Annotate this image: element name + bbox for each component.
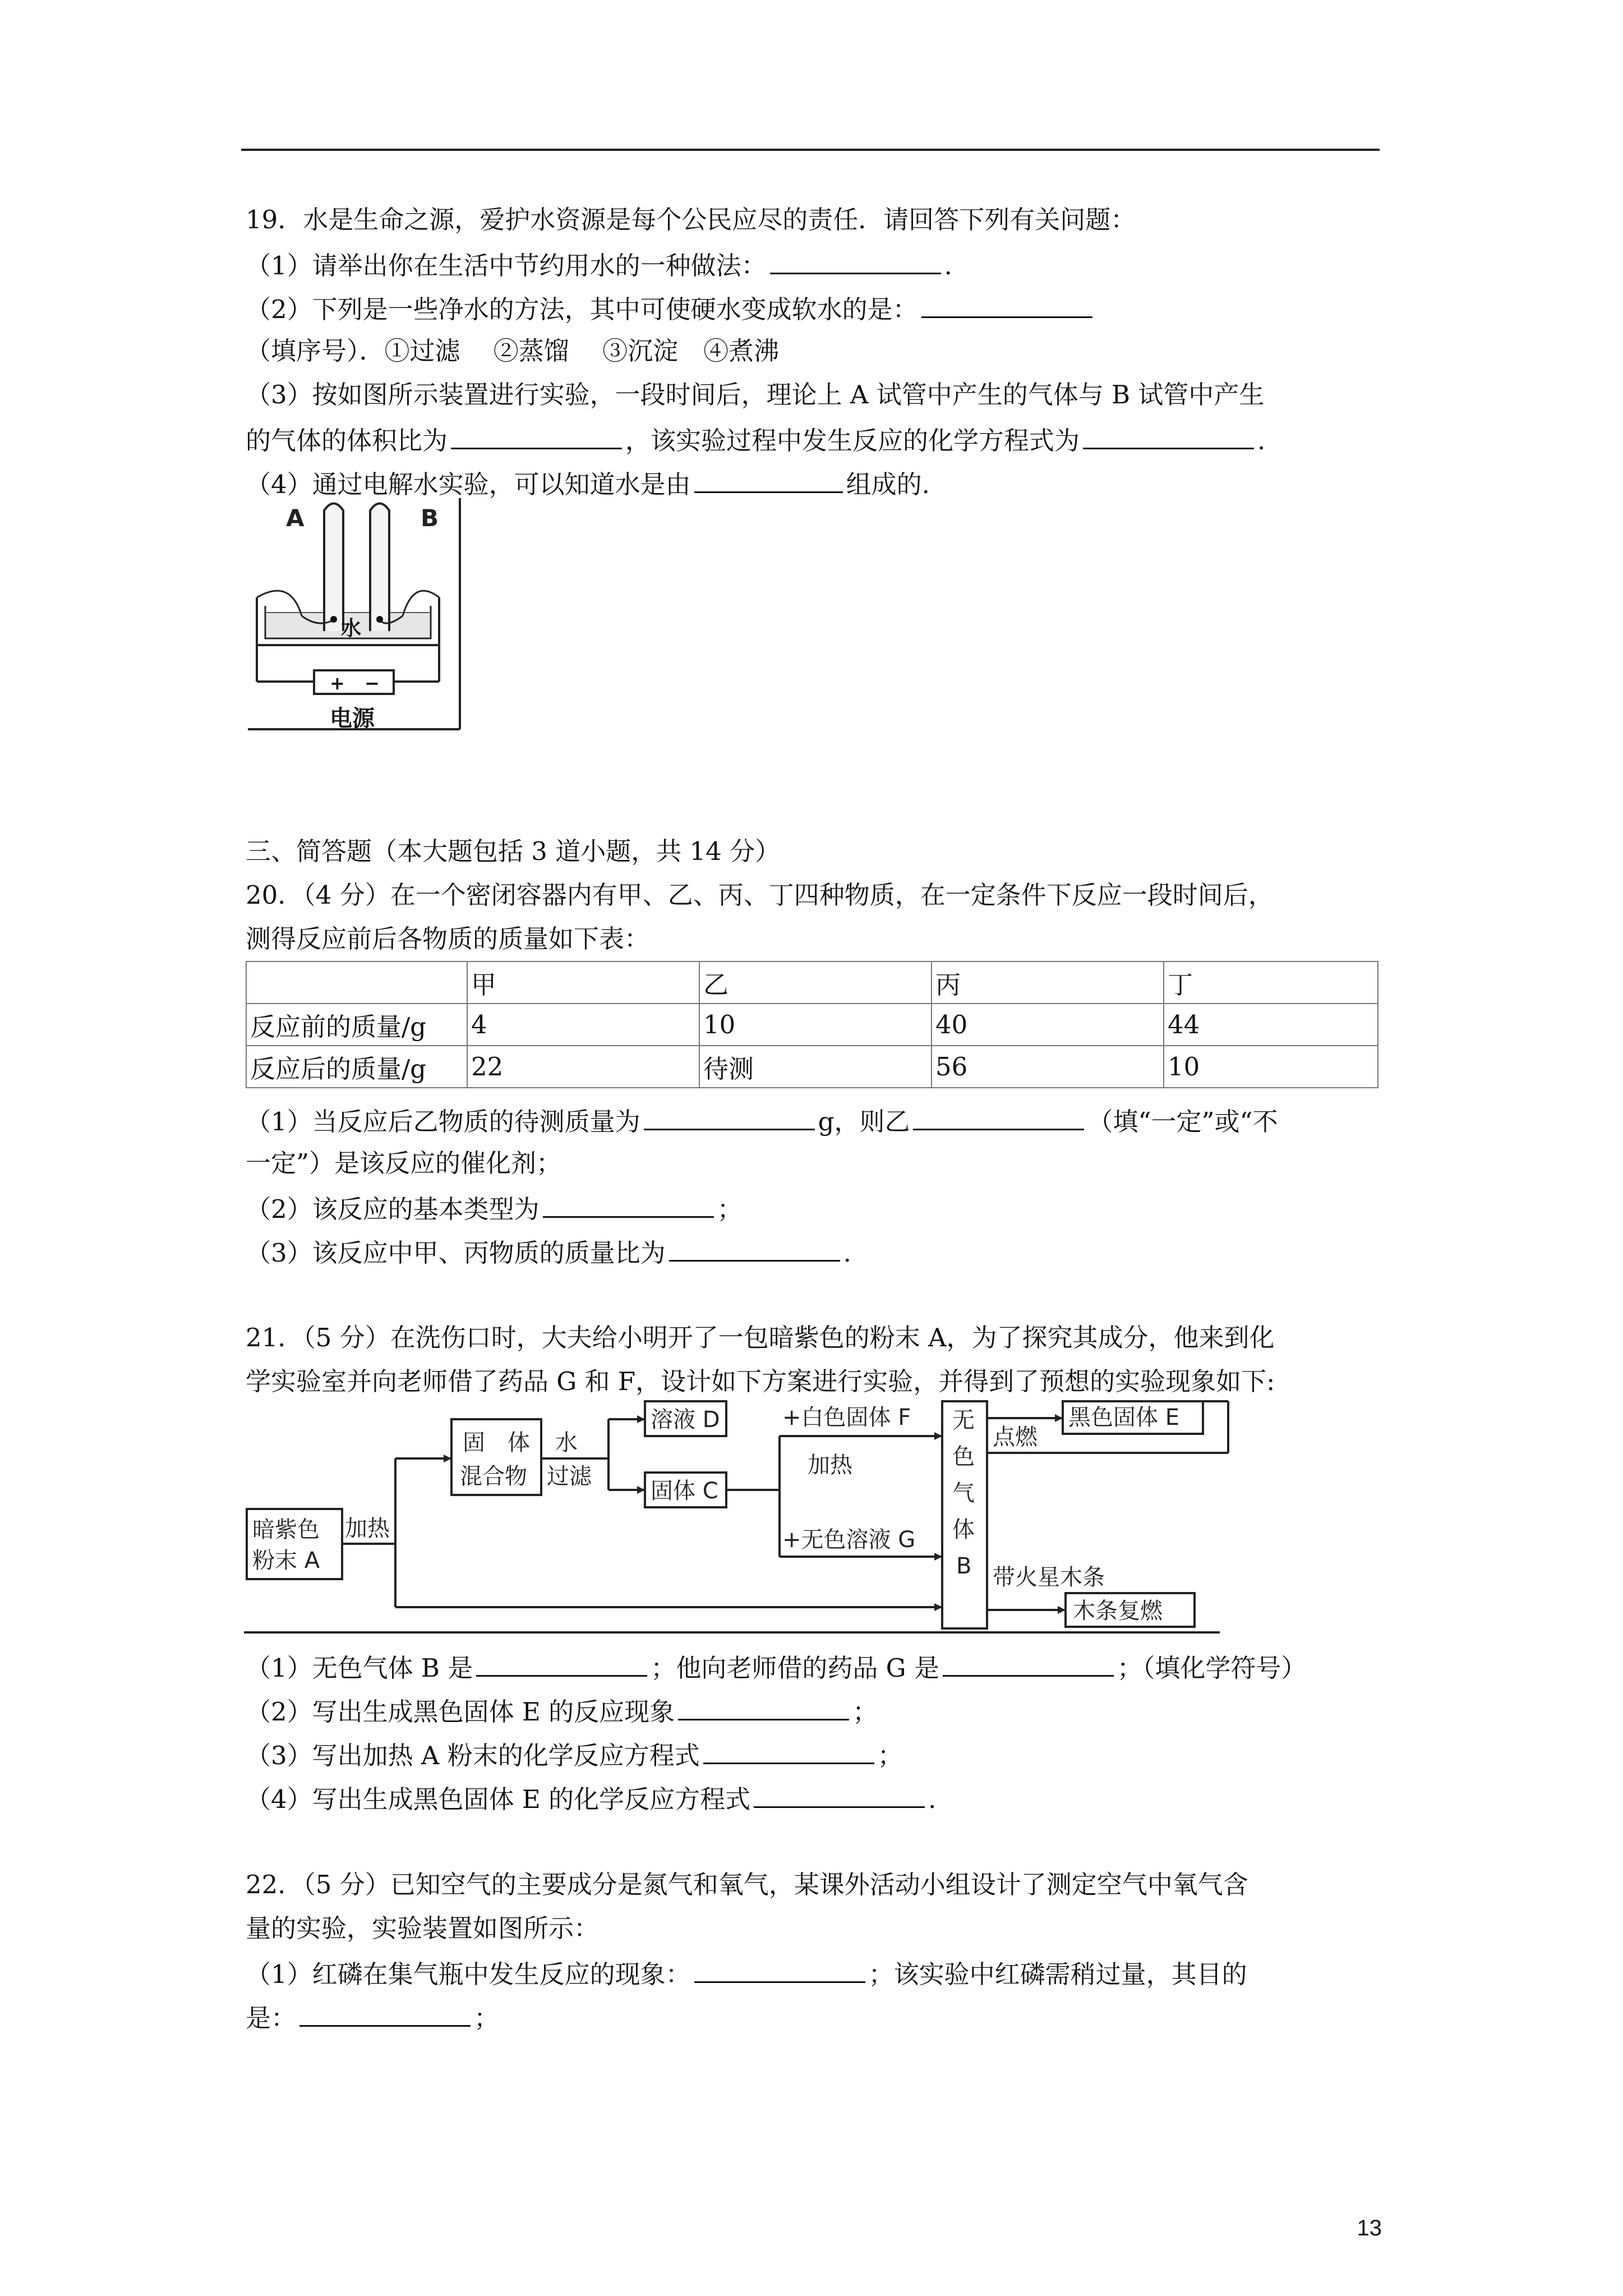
q19-part4-blank[interactable] bbox=[694, 466, 843, 493]
label-water: 水 bbox=[341, 617, 362, 640]
label-power-supply: 电源 bbox=[330, 706, 375, 731]
q19-part3-line1: （3）按如图所示装置进行实验，一段时间后，理论上 A 试管中产生的气体与 B 试管中产生 bbox=[246, 380, 1265, 409]
label-solid-mixture-line2: 混合物 bbox=[460, 1464, 527, 1489]
q19-part3-line2 bbox=[246, 422, 1265, 458]
table-cell: 丁 bbox=[1164, 961, 1378, 1004]
label-tube-a: A bbox=[286, 504, 305, 532]
q20-part3-blank[interactable] bbox=[669, 1234, 840, 1262]
q20-part1-text3: （填“一定”或“不 bbox=[1087, 1107, 1278, 1137]
q21-part1-blank-reagent-g[interactable] bbox=[943, 1649, 1114, 1677]
q20-part1-text2: g，则乙 bbox=[818, 1107, 910, 1137]
q19-part2-options: （填序号）．①过滤 ②蒸馏 ③沉淀 ④煮沸 bbox=[246, 336, 780, 366]
q21-line2: 学实验室并向老师借了药品 G 和 F，设计如下方案进行实验，并得到了预想的实验现象如下: bbox=[246, 1366, 1275, 1396]
q20-line1: 20．（4 分）在一个密闭容器内有甲、乙、丙、丁四种物质，在一定条件下反应一段时间后， bbox=[246, 880, 1274, 910]
table-cell: 40 bbox=[932, 1004, 1164, 1046]
label-powder-a-line2: 粉末 A bbox=[252, 1548, 320, 1573]
label-plus: + bbox=[330, 673, 345, 694]
label-gas-b-char: 色 bbox=[952, 1444, 975, 1470]
q19-part2 bbox=[246, 291, 1096, 326]
q19-part4-end: 组成的. bbox=[846, 470, 930, 499]
q19-part3-text2: ，该实验过程中发生反应的化学方程式为 bbox=[625, 426, 1080, 455]
q21-part1-text2: ；他向老师借的药品 G 是 bbox=[651, 1653, 939, 1683]
q19-part3-blank-equation[interactable] bbox=[1083, 422, 1254, 449]
q20-part2-end: ； bbox=[717, 1194, 743, 1224]
label-powder-a-line1: 暗紫色 bbox=[252, 1517, 320, 1543]
table-cell: 4 bbox=[467, 1004, 699, 1046]
mass-table bbox=[246, 961, 1378, 1088]
table-cell: 甲 bbox=[467, 961, 699, 1004]
q21-part1 bbox=[246, 1649, 1306, 1685]
label-gas-b-char: 气 bbox=[952, 1480, 975, 1506]
q20-part1-text: （1）当反应后乙物质的待测质量为 bbox=[246, 1107, 640, 1137]
table-row bbox=[246, 1004, 1378, 1046]
q20-part3-end: . bbox=[843, 1238, 851, 1268]
q21-part2 bbox=[246, 1693, 878, 1729]
q20-part1 bbox=[246, 1103, 1278, 1139]
q22-part1-end: ； bbox=[474, 2003, 500, 2033]
table-header-row bbox=[246, 961, 1378, 1004]
section3-heading: 三、简答题（本大题包括 3 道小题，共 14 分） bbox=[246, 836, 781, 866]
q20-part3-text: （3）该反应中甲、丙物质的质量比为 bbox=[246, 1238, 666, 1268]
q22-line1: 22．（5 分）已知空气的主要成分是氮气和氧气，某课外活动小组设计了测定空气中氧气含 bbox=[246, 1870, 1248, 1899]
label-heat-2: 加热 bbox=[808, 1452, 852, 1478]
q21-part3-end: ； bbox=[877, 1741, 903, 1770]
q21-part3-text: （3）写出加热 A 粉末的化学反应方程式 bbox=[246, 1741, 700, 1770]
label-solution-d: 溶液 D bbox=[651, 1407, 720, 1433]
q21-part2-text: （2）写出生成黑色固体 E 的反应现象 bbox=[246, 1697, 675, 1727]
label-heat: 加热 bbox=[345, 1516, 390, 1542]
q19-stem: 19．水是生命之源，爱护水资源是每个公民应尽的责任．请回答下列有关问题： bbox=[246, 205, 1136, 234]
label-splint-relit: 木条复燃 bbox=[1073, 1598, 1163, 1624]
q21-part3 bbox=[246, 1737, 903, 1773]
label-gas-b-char: B bbox=[956, 1553, 972, 1579]
label-colorless-solution-g: +无色溶液 G bbox=[782, 1527, 916, 1553]
q22-part1-blank-purpose[interactable] bbox=[299, 1999, 471, 2027]
table-cell: 丙 bbox=[932, 961, 1164, 1004]
label-water: 水 bbox=[555, 1430, 578, 1456]
table-cell: 待测 bbox=[699, 1046, 932, 1088]
header-rule bbox=[241, 149, 1380, 151]
table-cell bbox=[246, 961, 467, 1004]
table-cell: 22 bbox=[467, 1046, 699, 1088]
q22-part1-line2 bbox=[246, 1999, 499, 2035]
q19-part3-end: . bbox=[1257, 426, 1266, 455]
label-solid-mixture-line1: 固 体 bbox=[463, 1430, 530, 1456]
label-minus: − bbox=[365, 673, 380, 694]
q22-part1-blank-phenomenon[interactable] bbox=[694, 1955, 865, 1983]
q22-part1 bbox=[246, 1955, 1247, 1991]
q19-part3-blank-ratio[interactable] bbox=[451, 422, 622, 449]
q21-part1-blank-gas-b[interactable] bbox=[476, 1649, 647, 1677]
table-cell: 反应前的质量/g bbox=[246, 1004, 467, 1046]
table-cell: 10 bbox=[1164, 1046, 1378, 1088]
q21-part1-text3: ；（填化学符号） bbox=[1117, 1653, 1307, 1683]
label-filter: 过滤 bbox=[547, 1464, 592, 1489]
q19-part3-text: 的气体的体积比为 bbox=[246, 426, 448, 455]
q21-line1: 21．（5 分）在洗伤口时，大夫给小明开了一包暗紫色的粉末 A，为了探究其成分，他来到化 bbox=[246, 1323, 1275, 1352]
q22-line2: 量的实验，实验装置如图所示： bbox=[246, 1913, 600, 1943]
q22-part1-text3: 是： bbox=[246, 2003, 297, 2033]
q21-part4-blank[interactable] bbox=[754, 1780, 925, 1808]
q19-part2-blank[interactable] bbox=[921, 291, 1092, 318]
label-gas-b-char: 无 bbox=[952, 1407, 975, 1433]
table-row bbox=[246, 1046, 1378, 1088]
label-tube-b: B bbox=[421, 504, 439, 532]
q20-part2 bbox=[246, 1190, 743, 1226]
q21-part2-end: ； bbox=[852, 1697, 878, 1727]
q20-part2-text: （2）该反应的基本类型为 bbox=[246, 1194, 540, 1224]
q20-part3 bbox=[246, 1234, 851, 1270]
q20-part1-blank-catalyst[interactable] bbox=[913, 1103, 1084, 1130]
q19-part1-text: （1）请举出你在生活中节约用水的一种做法： bbox=[246, 251, 767, 280]
q21-part1-text: （1）无色气体 B 是 bbox=[246, 1653, 473, 1683]
table-cell: 44 bbox=[1164, 1004, 1378, 1046]
q19-part1 bbox=[246, 247, 952, 283]
q21-part4 bbox=[246, 1780, 936, 1816]
q19-part2-text: （2）下列是一些净水的方法，其中可使硬水变成软水的是： bbox=[246, 295, 918, 324]
table-cell: 反应后的质量/g bbox=[246, 1046, 467, 1088]
q19-part4-text: （4）通过电解水实验，可以知道水是由 bbox=[246, 470, 691, 499]
label-solid-c: 固体 C bbox=[651, 1478, 718, 1504]
label-white-solid-f: +白色固体 F bbox=[782, 1405, 911, 1430]
q19-part1-blank[interactable] bbox=[770, 247, 941, 274]
q21-part4-end: . bbox=[928, 1784, 937, 1814]
experiment-flow-diagram bbox=[244, 1397, 1248, 1638]
electrolysis-apparatus-figure bbox=[246, 494, 470, 735]
q21-part3-blank[interactable] bbox=[703, 1737, 874, 1764]
q22-part1-text2: ；该实验中红磷需稍过量，其目的 bbox=[868, 1959, 1247, 1989]
q20-part2-blank[interactable] bbox=[543, 1190, 714, 1218]
q20-part1-line2: 一定”）是该反应的催化剂； bbox=[246, 1148, 562, 1178]
table-cell: 10 bbox=[699, 1004, 932, 1046]
label-glowing-splint: 带火星木条 bbox=[993, 1565, 1105, 1590]
table-cell: 乙 bbox=[699, 961, 932, 1004]
q21-part4-text: （4）写出生成黑色固体 E 的化学反应方程式 bbox=[246, 1784, 751, 1814]
page-number: 13 bbox=[1357, 2216, 1382, 2240]
q20-line2: 测得反应前后各物质的质量如下表： bbox=[246, 924, 650, 954]
table-cell: 56 bbox=[932, 1046, 1164, 1088]
label-black-solid-e: 黑色固体 E bbox=[1068, 1405, 1179, 1430]
q19-part1-end: . bbox=[944, 251, 952, 280]
q20-part1-blank-mass[interactable] bbox=[644, 1103, 815, 1130]
q21-part2-blank[interactable] bbox=[678, 1693, 849, 1720]
q22-part1-text: （1）红磷在集气瓶中发生反应的现象： bbox=[246, 1959, 691, 1989]
label-ignite: 点燃 bbox=[993, 1424, 1038, 1450]
label-gas-b-char: 体 bbox=[952, 1517, 975, 1543]
